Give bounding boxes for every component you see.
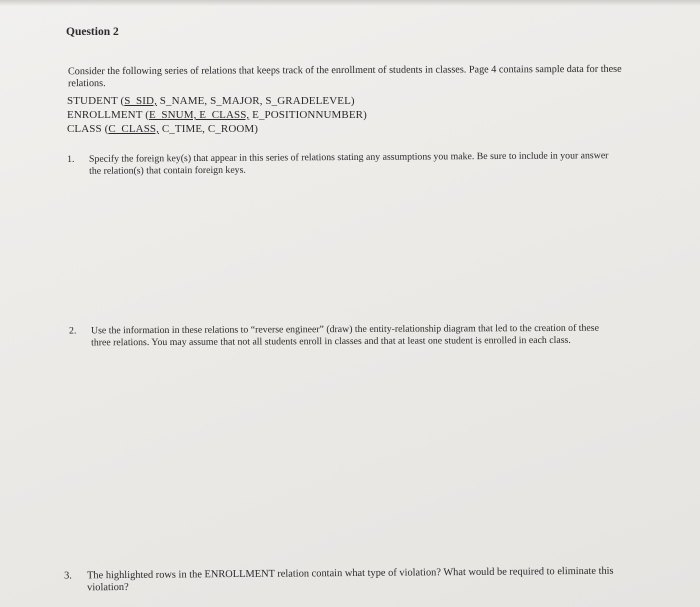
primary-key: C_CLASS, [108,123,159,135]
relation-name: ENROLLMENT ( [67,109,149,121]
item-text: The highlighted rows in the ENROLLMENT relation contain what type of violation? What would be required to eliminate this violation? [87,565,614,594]
relation-class [67,123,258,135]
relation-attributes: E_POSITIONNUMBER) [249,109,367,121]
item-number: 1. [67,153,75,165]
page-edge-shadow [0,0,700,6]
relation-attributes: S_NAME, S_MAJOR, S_GRADELEVEL) [156,95,355,107]
item-text: Specify the foreign key(s) that appear in this series of relations stating any assumptions you make. Be sure to include in your answer the relation(s) that contain foreign keys. [89,150,609,177]
relation-name: CLASS ( [67,123,109,135]
item-text: Use the information in these relations to “reverse engineer” (draw) the entity-relationship diagram that led to the creation of these three relations. You may assume that not all students enroll in classes and that at least one student is enrolled in each class. [91,322,599,349]
relation-attributes: C_TIME, C_ROOM) [158,123,259,135]
question-item-1 [67,150,627,177]
primary-key: S_SID, [124,95,157,107]
question-title: Question 2 [66,26,119,38]
item-number: 3. [64,570,72,582]
question-item-3 [64,565,644,594]
relation-name: STUDENT ( [67,95,125,107]
question-item-2 [69,322,629,349]
question-intro: Consider the following series of relations that keeps track of the enrollment of students in classes. Page 4 contains sample data for these relations. [67,63,622,90]
relation-student [67,95,355,107]
relation-enrollment [67,109,367,121]
primary-key: E_SNUM, E_CLASS, [148,109,250,121]
item-number: 2. [69,325,77,337]
